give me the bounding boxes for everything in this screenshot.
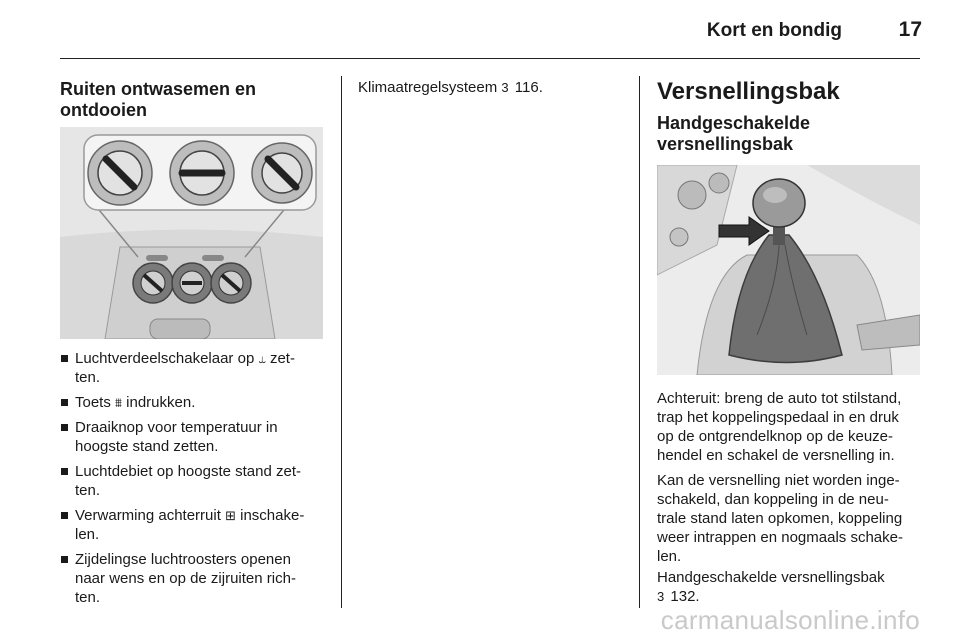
left-section-heading: Ruiten ontwasemen en ontdooien xyxy=(60,79,257,120)
air-distribution-windscreen-icon: ⥿ xyxy=(258,351,266,366)
header-rule xyxy=(60,58,920,59)
reverse-gear-paragraph: Achteruit: breng de auto tot stilstand, trap het koppelingspedaal in en druk op de ontgrendelknop op de keuze- hendel en schakel de versnelling in. xyxy=(657,390,902,464)
page-number: 17 xyxy=(898,18,922,41)
running-header-title: Kort en bondig xyxy=(706,20,842,41)
climate-control-figure xyxy=(60,127,323,339)
manual-transmission-reference: Handgeschakelde versnellingsbak 3 132. xyxy=(657,569,885,605)
list-item: Toets ⩩ indrukken. xyxy=(60,393,330,412)
page-reference-arrow-icon: 3 xyxy=(657,589,665,604)
climate-reference: Klimaatregelsysteem 3 116. xyxy=(358,79,543,96)
manual-gear-lever-illustration xyxy=(657,165,920,375)
column-separator-2 xyxy=(639,76,640,608)
list-item: Draaiknop voor temperatuur in hoogste stand zetten. xyxy=(60,418,330,456)
gear-engage-paragraph: Kan de versnelling niet worden inge- schakeld, dan koppeling in de neu- trale stand laten opkomen, koppeling weer intrappen en nogmaals schake- len. xyxy=(657,472,903,565)
climate-control-knobs-illustration xyxy=(60,127,323,339)
defrost-steps-list xyxy=(60,349,330,613)
subheading-manual-transmission: Handgeschakelde versnellingsbak xyxy=(657,113,811,154)
gear-lever-figure xyxy=(657,165,920,375)
page-reference-arrow-icon: 3 xyxy=(501,80,509,95)
rear-window-heater-icon: ⊞ xyxy=(225,508,236,523)
section-heading-transmission: Versnellingsbak xyxy=(657,78,840,105)
list-item: Luchtdebiet op hoogste stand zet- ten. xyxy=(60,462,330,500)
list-item: Zijdelingse luchtroosters openen naar wens en op de zijruiten rich- ten. xyxy=(60,550,330,607)
air-conditioning-icon: ⩩ xyxy=(115,395,122,410)
column-separator-1 xyxy=(341,76,342,608)
list-item: Verwarming achterruit ⊞ inschake- len. xyxy=(60,506,330,544)
list-item: Luchtverdeelschakelaar op ⥿ zet- ten. xyxy=(60,349,330,387)
watermark: carmanualsonline.info xyxy=(660,605,920,635)
